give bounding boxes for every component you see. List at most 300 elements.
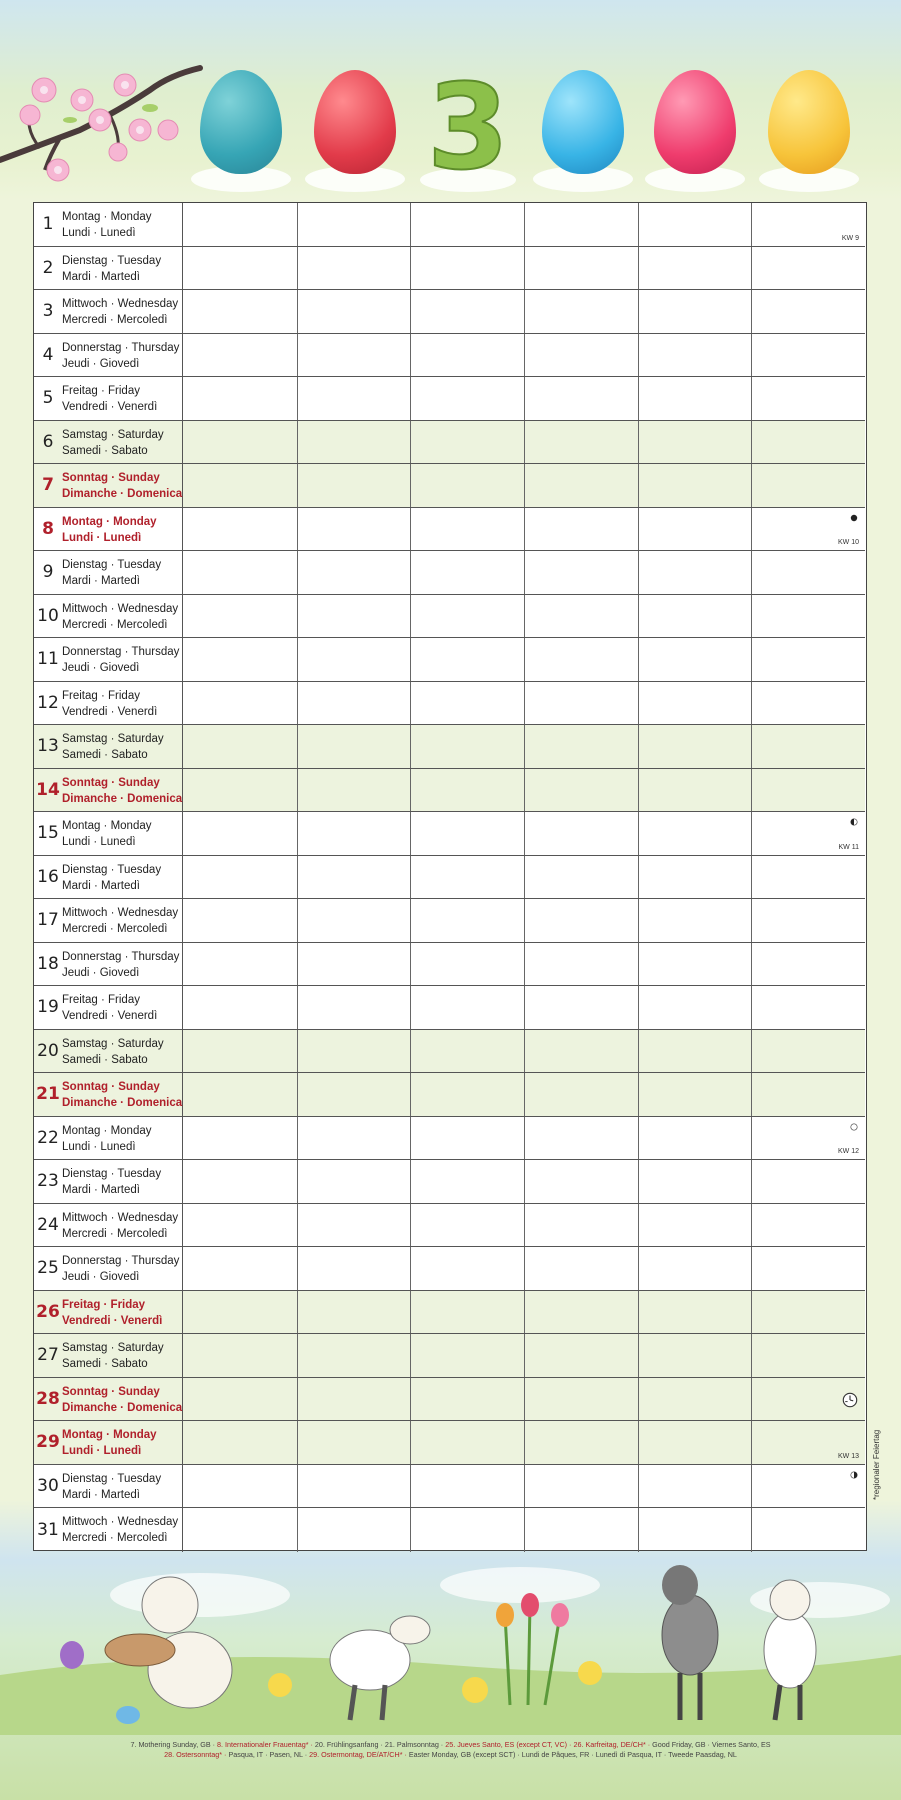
entry-cell-3[interactable] [411, 1204, 525, 1247]
broken-egg-icon [116, 1706, 140, 1724]
entry-cell-3[interactable] [411, 334, 525, 377]
entry-cell-5[interactable] [639, 508, 752, 551]
regional-holiday-note: *regionaler Feiertag [872, 1429, 881, 1500]
entry-cell-5[interactable] [639, 1247, 752, 1290]
entry-cell-4[interactable] [525, 1030, 639, 1073]
entry-cell-2[interactable] [298, 1204, 411, 1247]
entry-cell-5[interactable] [639, 1465, 752, 1508]
entry-cell-5[interactable] [639, 464, 752, 507]
entry-cell-1[interactable] [183, 899, 298, 942]
entry-cell-6[interactable] [752, 551, 865, 594]
weekday-names [62, 1166, 161, 1198]
weekday-names [62, 209, 152, 241]
weekday-names-line-1: Freitag · Friday [62, 994, 140, 1006]
entry-cell-3[interactable] [411, 638, 525, 681]
entry-cell-5[interactable] [639, 1117, 752, 1160]
day-number: 31 [37, 1519, 59, 1540]
day-number: 9 [42, 562, 54, 583]
entry-cell-5[interactable] [639, 1421, 752, 1464]
entry-cell-1[interactable] [183, 1117, 298, 1160]
entry-cell-4[interactable] [525, 290, 639, 333]
footnote-segment: Karfreitag, DE/CH* · [585, 1740, 653, 1749]
entry-cell-4[interactable] [525, 1334, 639, 1377]
entry-cell-3[interactable] [411, 377, 525, 420]
entry-cell-2[interactable] [298, 682, 411, 725]
weekday-names-line-1: Samstag · Saturday [62, 733, 164, 745]
entry-cell-5[interactable] [639, 377, 752, 420]
day-row [34, 682, 865, 726]
entry-cell-6[interactable] [752, 986, 865, 1029]
weekday-names [62, 1427, 157, 1459]
weekday-names-line-2: Lundi · Lunedì [62, 836, 136, 848]
day-row [34, 508, 865, 552]
entry-cell-2[interactable] [298, 899, 411, 942]
day-row [34, 421, 865, 465]
day-number: 23 [37, 1171, 59, 1192]
entry-cell-3[interactable] [411, 421, 525, 464]
week-number: KW 13 [837, 1452, 859, 1460]
entry-cell-2[interactable] [298, 464, 411, 507]
entry-cell-3[interactable] [411, 943, 525, 986]
entry-cell-2[interactable] [298, 725, 411, 768]
entry-cell-1[interactable] [183, 1030, 298, 1073]
entry-cell-6[interactable] [752, 638, 865, 681]
entry-cell-5[interactable] [639, 725, 752, 768]
day-number: 1 [42, 214, 54, 235]
entry-cell-5[interactable] [639, 1508, 752, 1552]
day-label-cell [34, 1073, 183, 1116]
entry-cell-5[interactable] [639, 421, 752, 464]
entry-cell-2[interactable] [298, 1073, 411, 1116]
blue-zigzag-egg-icon [528, 62, 638, 192]
entry-cell-4[interactable] [525, 1465, 639, 1508]
entry-cell-6[interactable] [752, 899, 865, 942]
weekday-names-line-1: Mittwoch · Wednesday [62, 1211, 179, 1224]
entry-cell-5[interactable] [639, 682, 752, 725]
entry-cell-6[interactable] [752, 595, 865, 638]
weekday-names-line-2: Lundi · Lunedì [62, 1445, 142, 1457]
entry-cell-5[interactable] [639, 247, 752, 290]
weekday-names [62, 992, 157, 1024]
entry-cell-2[interactable] [298, 1291, 411, 1334]
entry-cell-6[interactable] [752, 769, 865, 812]
day-number: 21 [36, 1084, 60, 1105]
entry-cell-4[interactable] [525, 377, 639, 420]
entry-cell-1[interactable] [183, 725, 298, 768]
entry-cell-6[interactable] [752, 1204, 865, 1247]
entry-cell-1[interactable] [183, 290, 298, 333]
entry-cell-3[interactable] [411, 856, 525, 899]
entry-cell-3[interactable] [411, 247, 525, 290]
entry-cell-2[interactable] [298, 1508, 411, 1552]
day-label-cell [34, 769, 183, 812]
entry-cell-5[interactable] [639, 1073, 752, 1116]
entry-cell-3[interactable] [411, 899, 525, 942]
entry-cell-6[interactable] [752, 1465, 865, 1508]
day-row [34, 725, 865, 769]
entry-cell-6[interactable] [752, 856, 865, 899]
footnote-segment: Palmsonntag · [396, 1740, 446, 1749]
pink-flower-egg-icon [640, 62, 750, 192]
weekday-names-line-1: Samstag · Saturday [62, 1037, 164, 1050]
weekday-names [62, 1340, 164, 1372]
day-number: 29 [36, 1432, 60, 1453]
entry-cell-3[interactable] [411, 1508, 525, 1552]
day-label-cell [34, 247, 183, 290]
weekday-names-line-2: Mercredi · Mercoledì [62, 923, 168, 935]
weekday-names-line-1: Freitag · Friday [62, 689, 140, 702]
entry-cell-3[interactable] [411, 508, 525, 551]
day-label-cell [34, 856, 183, 899]
purple-bird-icon [60, 1641, 84, 1669]
entry-cell-5[interactable] [639, 1204, 752, 1247]
day-label-cell [34, 1160, 183, 1203]
entry-cell-4[interactable] [525, 769, 639, 812]
weekday-names-line-2: Jeudi · Giovedì [62, 662, 140, 674]
entry-cell-6[interactable] [752, 1291, 865, 1334]
entry-cell-3[interactable] [411, 464, 525, 507]
entry-cell-1[interactable] [183, 1508, 298, 1552]
entry-cell-4[interactable] [525, 334, 639, 377]
weekday-names [62, 514, 157, 546]
entry-cell-4[interactable] [525, 856, 639, 899]
entry-cell-3[interactable] [411, 1247, 525, 1290]
entry-cell-4[interactable] [525, 1160, 639, 1203]
entry-cell-5[interactable] [639, 203, 752, 246]
entry-cell-3[interactable] [411, 1160, 525, 1203]
entry-cell-4[interactable] [525, 464, 639, 507]
entry-cell-2[interactable] [298, 1465, 411, 1508]
weekday-names [62, 862, 161, 894]
entry-cell-1[interactable] [183, 1073, 298, 1116]
day-label-cell [34, 682, 183, 725]
entry-cell-1[interactable] [183, 682, 298, 725]
weekday-names-line-2: Dimanche · Domenica [62, 792, 183, 805]
weekday-names [62, 601, 178, 633]
entry-cell-5[interactable] [639, 899, 752, 942]
entry-cell-3[interactable] [411, 1117, 525, 1160]
day-label-cell [34, 377, 183, 420]
entry-cell-1[interactable] [183, 1204, 298, 1247]
entry-cell-2[interactable] [298, 1030, 411, 1073]
day-row [34, 1073, 865, 1117]
entry-cell-4[interactable] [525, 682, 639, 725]
entry-cell-1[interactable] [183, 551, 298, 594]
entry-cell-6[interactable] [752, 943, 865, 986]
weekday-names [62, 1036, 164, 1068]
entry-cell-4[interactable] [525, 1421, 639, 1464]
weekday-names-line-2: Mardi · Martedì [62, 270, 140, 283]
entry-cell-1[interactable] [183, 1247, 298, 1290]
entry-cell-4[interactable] [525, 638, 639, 681]
entry-cell-1[interactable] [183, 986, 298, 1029]
entry-cell-4[interactable] [525, 1508, 639, 1552]
footnote-segment: 25. [445, 1740, 458, 1749]
entry-cell-5[interactable] [639, 769, 752, 812]
entry-cell-6[interactable] [752, 1334, 865, 1377]
entry-cell-6[interactable] [752, 247, 865, 290]
entry-cell-5[interactable] [639, 943, 752, 986]
weekday-names [62, 1471, 161, 1503]
entry-cell-2[interactable] [298, 334, 411, 377]
red-wave-egg-icon [300, 62, 410, 192]
entry-cell-2[interactable] [298, 203, 411, 246]
weekday-names [62, 1384, 182, 1416]
entry-cell-1[interactable] [183, 1291, 298, 1334]
entry-cell-4[interactable] [525, 1291, 639, 1334]
day-row [34, 1204, 865, 1248]
day-label-cell [34, 1291, 183, 1334]
entry-cell-4[interactable] [525, 247, 639, 290]
day-number: 13 [37, 736, 59, 757]
weekday-names [62, 688, 157, 720]
entry-cell-6[interactable] [752, 725, 865, 768]
entry-cell-1[interactable] [183, 1421, 298, 1464]
entry-cell-6[interactable] [752, 334, 865, 377]
footnote-segment: Frühlingsanfang · [326, 1740, 385, 1749]
day-row [34, 638, 865, 682]
entry-cell-3[interactable] [411, 769, 525, 812]
weekday-names [62, 1210, 178, 1242]
weekday-names [62, 731, 164, 763]
weekday-names-line-1: Montag · Monday [62, 1429, 157, 1441]
entry-cell-2[interactable] [298, 856, 411, 899]
entry-cell-1[interactable] [183, 1160, 298, 1203]
weekday-names [62, 1514, 178, 1546]
entry-cell-1[interactable] [183, 943, 298, 986]
entry-cell-3[interactable] [411, 1291, 525, 1334]
entry-cell-6[interactable] [752, 682, 865, 725]
entry-cell-3[interactable] [411, 290, 525, 333]
entry-cell-5[interactable] [639, 1378, 752, 1421]
entry-cell-2[interactable] [298, 1334, 411, 1377]
entry-cell-2[interactable] [298, 943, 411, 986]
entry-cell-1[interactable] [183, 1378, 298, 1421]
day-label-cell [34, 943, 183, 986]
weekday-names-line-1: Mittwoch · Wednesday [62, 1516, 179, 1528]
weekday-names-line-2: Samedi · Sabato [62, 1358, 148, 1370]
entry-cell-2[interactable] [298, 769, 411, 812]
entry-cell-2[interactable] [298, 638, 411, 681]
entry-cell-3[interactable] [411, 1073, 525, 1116]
day-number: 18 [37, 953, 59, 974]
day-row [34, 856, 865, 900]
entry-cell-1[interactable] [183, 595, 298, 638]
entry-cell-4[interactable] [525, 595, 639, 638]
entry-cell-5[interactable] [639, 986, 752, 1029]
day-row [34, 943, 865, 987]
entry-cell-5[interactable] [639, 290, 752, 333]
day-row [34, 1465, 865, 1509]
entry-cell-1[interactable] [183, 377, 298, 420]
entry-cell-1[interactable] [183, 508, 298, 551]
entry-cell-1[interactable] [183, 1334, 298, 1377]
entry-cell-5[interactable] [639, 638, 752, 681]
entry-cell-2[interactable] [298, 1247, 411, 1290]
entry-cell-1[interactable] [183, 812, 298, 855]
day-label-cell [34, 464, 183, 507]
entry-cell-1[interactable] [183, 464, 298, 507]
weekday-names-line-1: Donnerstag · Thursday [62, 1255, 180, 1267]
entry-cell-4[interactable] [525, 986, 639, 1029]
weekday-names-line-1: Mittwoch · Wednesday [62, 907, 179, 919]
entry-cell-3[interactable] [411, 1421, 525, 1464]
entry-cell-2[interactable] [298, 508, 411, 551]
entry-cell-5[interactable] [639, 334, 752, 377]
entry-cell-6[interactable] [752, 1508, 865, 1552]
weekday-names-line-1: Sonntag · Sunday [62, 1385, 160, 1398]
entry-cell-1[interactable] [183, 638, 298, 681]
day-row [34, 1291, 865, 1335]
entry-cell-2[interactable] [298, 421, 411, 464]
entry-cell-3[interactable] [411, 595, 525, 638]
entry-cell-5[interactable] [639, 812, 752, 855]
day-label-cell [34, 1204, 183, 1247]
day-row [34, 377, 865, 421]
entry-cell-1[interactable] [183, 769, 298, 812]
entry-cell-6[interactable] [752, 1160, 865, 1203]
weekday-names [62, 949, 179, 981]
weekday-names-line-2: Samedi · Sabato [62, 1053, 148, 1066]
entry-cell-1[interactable] [183, 856, 298, 899]
day-row [34, 986, 865, 1030]
entry-cell-5[interactable] [639, 1334, 752, 1377]
entry-cell-1[interactable] [183, 1465, 298, 1508]
entry-cell-3[interactable] [411, 986, 525, 1029]
weekday-names [62, 905, 178, 937]
weekday-names-line-1: Donnerstag · Thursday [62, 646, 180, 658]
entry-cell-2[interactable] [298, 247, 411, 290]
entry-cell-2[interactable] [298, 1160, 411, 1203]
entry-cell-5[interactable] [639, 1160, 752, 1203]
day-number: 14 [36, 779, 60, 800]
entry-cell-4[interactable] [525, 421, 639, 464]
entry-cell-2[interactable] [298, 377, 411, 420]
weekday-names-line-2: Lundi · Lunedì [62, 1140, 136, 1153]
entry-cell-3[interactable] [411, 1465, 525, 1508]
footnote-segment: 8. [217, 1740, 226, 1749]
entry-cell-3[interactable] [411, 203, 525, 246]
weekday-names [62, 818, 152, 850]
weekday-names-line-2: Dimanche · Domenica [62, 1097, 183, 1109]
day-label-cell [34, 334, 183, 377]
entry-cell-5[interactable] [639, 551, 752, 594]
entry-cell-4[interactable] [525, 725, 639, 768]
weekday-names-line-2: Lundi · Lunedì [62, 227, 136, 239]
day-label-cell [34, 551, 183, 594]
day-number: 20 [37, 1040, 59, 1061]
entry-cell-1[interactable] [183, 203, 298, 246]
day-number: 15 [37, 823, 59, 844]
entry-cell-6[interactable] [752, 1030, 865, 1073]
entry-cell-4[interactable] [525, 508, 639, 551]
day-row [34, 290, 865, 334]
entry-cell-3[interactable] [411, 1334, 525, 1377]
calendar-header [0, 0, 901, 200]
weekday-names [62, 644, 179, 676]
weekday-names [62, 1253, 179, 1285]
weekday-names-line-1: Samstag · Saturday [62, 1342, 164, 1354]
entry-cell-2[interactable] [298, 1421, 411, 1464]
entry-cell-4[interactable] [525, 1378, 639, 1421]
entry-cell-6[interactable] [752, 377, 865, 420]
weekday-names-line-2: Vendredi · Venerdì [62, 1010, 158, 1022]
entry-cell-4[interactable] [525, 1204, 639, 1247]
entry-cell-5[interactable] [639, 1291, 752, 1334]
day-label-cell [34, 638, 183, 681]
entry-cell-3[interactable] [411, 1030, 525, 1073]
entry-cell-4[interactable] [525, 943, 639, 986]
entry-cell-4[interactable] [525, 812, 639, 855]
entry-cell-4[interactable] [525, 1117, 639, 1160]
day-row [34, 1117, 865, 1161]
entry-cell-2[interactable] [298, 595, 411, 638]
entry-cell-1[interactable] [183, 421, 298, 464]
entry-cell-1[interactable] [183, 247, 298, 290]
weekday-names-line-1: Freitag · Friday [62, 385, 140, 397]
weekday-names-line-1: Mittwoch · Wednesday [62, 602, 179, 615]
entry-cell-4[interactable] [525, 203, 639, 246]
day-label-cell [34, 1334, 183, 1377]
weekday-names [62, 557, 161, 589]
entry-cell-4[interactable] [525, 551, 639, 594]
entry-cell-3[interactable] [411, 812, 525, 855]
weekday-names-line-2: Mardi · Martedì [62, 879, 140, 892]
entry-cell-2[interactable] [298, 1117, 411, 1160]
day-row [34, 1508, 865, 1552]
entry-cell-6[interactable] [752, 1247, 865, 1290]
entry-cell-2[interactable] [298, 1378, 411, 1421]
entry-cell-3[interactable] [411, 1378, 525, 1421]
week-number: KW 10 [837, 539, 859, 546]
weekday-names-line-1: Mittwoch · Wednesday [62, 298, 179, 310]
day-row [34, 334, 865, 378]
entry-cell-1[interactable] [183, 334, 298, 377]
entry-cell-3[interactable] [411, 725, 525, 768]
day-label-cell [34, 899, 183, 942]
entry-cell-2[interactable] [298, 812, 411, 855]
entry-cell-6[interactable] [752, 290, 865, 333]
weekday-names-line-2: Jeudi · Giovedì [62, 966, 140, 979]
entry-cell-6[interactable] [752, 1073, 865, 1116]
entry-cell-3[interactable] [411, 551, 525, 594]
weekday-names [62, 1123, 152, 1155]
footnote-segment: Pasqua, IT · Pasen, NL · [228, 1750, 310, 1759]
weekday-names-line-2: Mardi · Martedì [62, 1184, 140, 1196]
entry-cell-4[interactable] [525, 899, 639, 942]
entry-cell-2[interactable] [298, 551, 411, 594]
weekday-names-line-2: Samedi · Sabato [62, 749, 148, 761]
footnote-segment: Internationaler Frauentag* · [225, 1740, 315, 1749]
entry-cell-4[interactable] [525, 1247, 639, 1290]
day-number: 4 [42, 344, 54, 365]
entry-cell-3[interactable] [411, 682, 525, 725]
entry-cell-5[interactable] [639, 856, 752, 899]
day-number: 16 [37, 866, 59, 887]
weekday-names [62, 1297, 162, 1329]
day-row [34, 769, 865, 813]
entry-cell-4[interactable] [525, 1073, 639, 1116]
weekday-names-line-1: Sonntag · Sunday [62, 1081, 160, 1093]
weekday-names-line-2: Mardi · Martedì [62, 575, 140, 587]
entry-cell-2[interactable] [298, 986, 411, 1029]
entry-cell-2[interactable] [298, 290, 411, 333]
day-label-cell [34, 421, 183, 464]
entry-cell-5[interactable] [639, 595, 752, 638]
entry-cell-6[interactable] [752, 421, 865, 464]
entry-cell-5[interactable] [639, 1030, 752, 1073]
entry-cell-6[interactable] [752, 464, 865, 507]
